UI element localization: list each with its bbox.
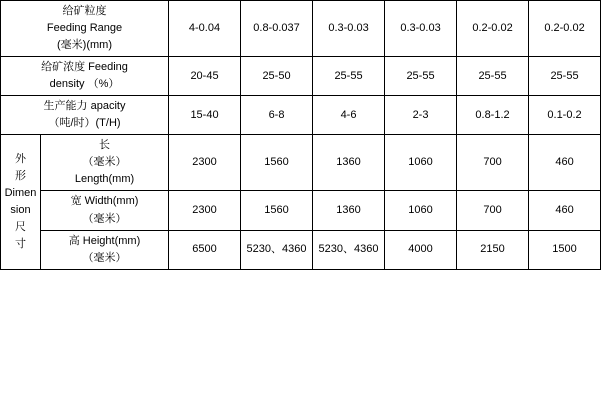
cell-value: 20-45 (169, 57, 241, 96)
cell-value: 6-8 (241, 96, 313, 135)
row-group-label-dimension (1, 135, 41, 269)
row-label-feeding-density (1, 57, 169, 96)
cell-value: 0.1-0.2 (529, 96, 601, 135)
table-row (1, 96, 601, 135)
table-row (1, 1, 601, 57)
cell-value: 25-55 (457, 57, 529, 96)
cell-value: 0.8-1.2 (457, 96, 529, 135)
label-line: sion (10, 203, 31, 216)
label-line: 高 Height(mm) (68, 234, 141, 247)
row-label-width (41, 191, 169, 230)
cell-value: 460 (529, 135, 601, 191)
cell-value: 1560 (241, 191, 313, 230)
row-label-capacity (1, 96, 169, 135)
label-line: 给矿浓度 Feeding (41, 61, 128, 74)
cell-value: 1060 (385, 135, 457, 191)
cell-value: 2150 (457, 230, 529, 269)
cell-value: 0.3-0.03 (385, 1, 457, 57)
label-line: 外 (15, 152, 26, 165)
cell-value: 460 (529, 191, 601, 230)
cell-value: 1060 (385, 191, 457, 230)
cell-value: 2300 (169, 191, 241, 230)
cell-value: 15-40 (169, 96, 241, 135)
cell-value: 6500 (169, 230, 241, 269)
label-line: Feeding Range (46, 22, 123, 35)
table-row (1, 191, 601, 230)
label-line: 尺 (15, 221, 26, 234)
cell-value: 700 (457, 191, 529, 230)
cell-value: 1500 (529, 230, 601, 269)
cell-value: 1560 (241, 135, 313, 191)
label-line: 长 (99, 139, 110, 152)
cell-value: 4-6 (313, 96, 385, 135)
table-row (1, 135, 601, 191)
cell-value: 2300 (169, 135, 241, 191)
cell-value: 1360 (313, 191, 385, 230)
cell-value: 25-50 (241, 57, 313, 96)
table-row (1, 230, 601, 269)
row-label-length (41, 135, 169, 191)
label-line: 给矿粒度 (62, 5, 107, 17)
label-line: Length(mm) (74, 173, 135, 186)
label-line: 寸 (15, 238, 26, 251)
row-label-height (41, 230, 169, 269)
cell-value: 0.8-0.037 (241, 1, 313, 57)
label-line: Dimen (4, 186, 37, 199)
label-line: 生产能力 apacity (43, 100, 126, 113)
label-line: (毫米)(mm) (57, 39, 112, 52)
cell-value: 1360 (313, 135, 385, 191)
cell-value: 0.3-0.03 (313, 1, 385, 57)
label-line: density （%） (49, 78, 120, 91)
cell-value: 4000 (385, 230, 457, 269)
cell-value: 700 (457, 135, 529, 191)
cell-value: 25-55 (529, 57, 601, 96)
row-label-feeding-range (1, 1, 169, 57)
label-line: （毫米） (82, 212, 127, 225)
cell-value: 2-3 (385, 96, 457, 135)
label-line: （吨/时）(T/H) (48, 117, 121, 130)
cell-value: 0.2-0.02 (529, 1, 601, 57)
cell-value: 25-55 (385, 57, 457, 96)
label-line: 形 (15, 169, 26, 182)
label-line: （毫米） (82, 156, 127, 169)
cell-value: 25-55 (313, 57, 385, 96)
label-line: 宽 Width(mm) (70, 195, 139, 208)
cell-value: 0.2-0.02 (457, 1, 529, 57)
table-row (1, 57, 601, 96)
label-line: （毫米） (82, 251, 127, 264)
cell-value: 5230、4360 (241, 230, 313, 269)
cell-value: 5230、4360 (313, 230, 385, 269)
cell-value: 4-0.04 (169, 1, 241, 57)
